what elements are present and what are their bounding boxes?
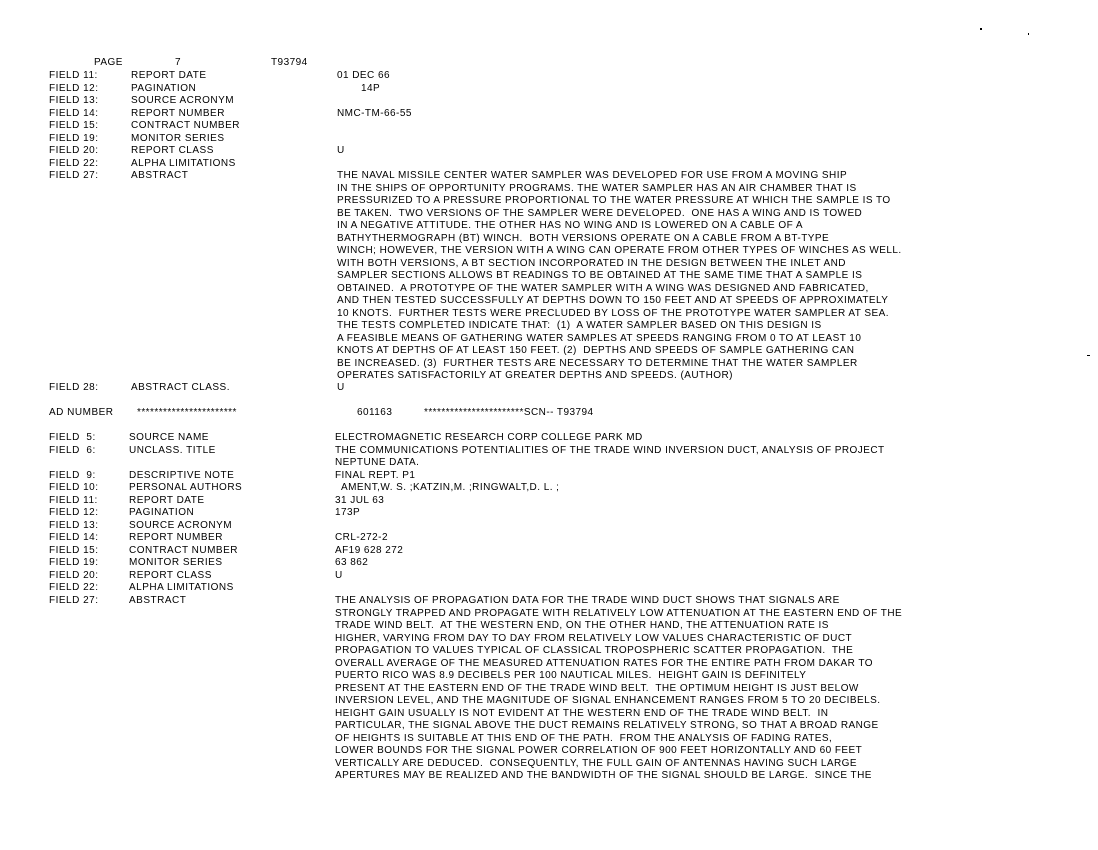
field-id: FIELD 10: [49,482,99,493]
field-value: 31 JUL 63 [335,494,385,506]
abstract-line: STRONGLY TRAPPED AND PROPAGATE WITH RELATIVELY LOW ATTENUATION AT THE EASTERN END OF THE [335,607,903,619]
field-id: FIELD 12: [49,507,99,518]
ad-number-label: AD NUMBER [49,407,114,418]
field-id: FIELD 22: [49,157,99,169]
abstract-line: IN A NEGATIVE ATTITUDE. THE OTHER HAS NO WING AND IS LOWERED ON A CABLE OF A [337,220,803,231]
field-id: FIELD 11: [49,494,98,506]
field-id: FIELD 19: [49,132,99,144]
field-name: ALPHA LIMITATIONS [131,157,236,169]
abstract-line: OVERALL AVERAGE OF THE MEASURED ATTENUATION RATES FOR THE ENTIRE PATH FROM DAKAR TO [335,657,873,669]
field-value: ELECTROMAGNETIC RESEARCH CORP COLLEGE PARK MD [335,432,643,443]
field-value: AMENT,W. S. ;KATZIN,M. ;RINGWALT,D. L. ; [341,482,560,493]
scan-speck [1087,355,1090,356]
field-id: FIELD 9: [49,469,96,481]
field-name: MONITOR SERIES [131,132,225,144]
field-value [337,158,412,171]
abstract-line: APERTURES MAY BE REALIZED AND THE BANDWIDTH OF THE SIGNAL SHOULD BE LARGE. SINCE THE [335,770,872,781]
abstract-line: AND THEN TESTED SUCCESSFULLY AT DEPTHS DOWN TO 150 FEET AND AT SPEEDS OF APPROXIMATELY [337,295,889,306]
field-name: SOURCE ACRONYM [131,95,235,106]
abstract-line: TRADE WIND BELT. AT THE WESTERN END, ON THE OTHER HAND, THE ATTENUATION RATE IS [335,620,829,631]
field-name: PERSONAL AUTHORS [129,482,243,493]
abstract-line: IN THE SHIPS OF OPPORTUNITY PROGRAMS. THE WATER SAMPLER HAS AN AIR CHAMBER THAT IS [337,182,857,194]
field-value: 01 DEC 66 [337,70,390,81]
abstract-line: OPERATES SATISFACTORILY AT GREATER DEPTHS AND SPEEDS. (AUTHOR) [337,370,733,381]
abstract-line: WINCH; HOWEVER, THE VERSION WITH A WING CAN OPERATE FROM OTHER TYPES OF WINCHES AS WELL. [337,245,902,256]
abstract-line: THE ANALYSIS OF PROPAGATION DATA FOR THE TRADE WIND DUCT SHOWS THAT SIGNALS ARE [335,595,840,606]
field-name: PAGINATION [131,82,197,94]
field-name: REPORT DATE [129,494,205,506]
ad-number-stars: *********************** [137,407,237,418]
field-id: FIELD 22: [49,582,99,593]
field-id: FIELD 11: [49,70,98,81]
field-value: U [335,569,343,581]
field-id: FIELD 14: [49,532,99,543]
field-value [337,120,412,133]
field-name: REPORT NUMBER [129,532,223,543]
record2-field-names [129,432,242,607]
field-value: CRL-272-2 [335,532,388,543]
abstract-line: KNOTS AT DEPTHS OF AT LEAST 150 FEET. (2) DEPTHS AND SPEEDS OF SAMPLE GATHERING CAN [337,345,855,356]
field-value: NEPTUNE DATA. [335,457,420,468]
field-id: FIELD 12: [49,82,99,94]
record1-field-ids [49,70,99,183]
ad-number-value: 601163 [357,407,393,418]
field-id: FIELD 20: [49,145,99,156]
field-name: REPORT DATE [131,70,207,81]
field-name: MONITOR SERIES [129,557,223,568]
field-value: 14P [361,82,381,94]
abstract-class-id: FIELD 28: [49,382,99,393]
page-label: PAGE [94,57,123,68]
scan-speck [1028,33,1029,35]
field-name: ABSTRACT [131,170,189,181]
record1-field-values [337,70,412,183]
field-value: AF19 628 272 [335,544,404,556]
field-name: DESCRIPTIVE NOTE [129,469,235,481]
abstract-line: THE TESTS COMPLETED INDICATE THAT: (1) A WATER SAMPLER BASED ON THIS DESIGN IS [337,320,822,331]
field-name: PAGINATION [129,507,195,518]
abstract-line: PROPAGATION TO VALUES TYPICAL OF CLASSICAL TROPOSPHERIC SCATTER PROPAGATION. THE [335,645,854,656]
abstract-line: OF HEIGHTS IS SUITABLE AT THIS END OF THE PATH. FROM THE ANALYSIS OF FADING RATES, [335,732,833,744]
field-name: SOURCE ACRONYM [129,519,233,531]
field-id: FIELD 13: [49,95,99,106]
field-value [337,133,412,146]
record1-field-names [131,70,240,183]
abstract-line: INVERSION LEVEL, AND THE MAGNITUDE OF SIGNAL ENHANCEMENT RANGES FROM 5 TO 20 DECIBELS. [335,695,881,706]
field-id: FIELD 27: [49,594,99,606]
field-value: U [337,145,345,156]
field-value: THE COMMUNICATIONS POTENTIALITIES OF THE TRADE WIND INVERSION DUCT, ANALYSIS OF PROJECT [335,444,885,456]
abstract-line: VERTICALLY ARE DEDUCED. CONSEQUENTLY, THE FULL GAIN OF ANTENNAS HAVING SUCH LARGE [335,757,858,769]
field-name: ALPHA LIMITATIONS [129,582,234,593]
abstract-class-label: ABSTRACT CLASS. [131,382,231,393]
field-value: FINAL REPT. P1 [335,469,416,481]
field-id [49,457,99,470]
field-id: FIELD 5: [49,432,96,443]
field-id: FIELD 14: [49,107,99,119]
field-name: REPORT NUMBER [131,107,225,119]
abstract-line: HEIGHT GAIN USUALLY IS NOT EVIDENT AT THE WESTERN END OF THE TRADE WIND BELT. IN [335,707,829,719]
field-name [129,457,242,470]
field-id: FIELD 15: [49,120,99,131]
ad-number-scn: ***********************SCN-- T93794 [424,407,594,418]
abstract-line: BE TAKEN. TWO VERSIONS OF THE SAMPLER WERE DEVELOPED. ONE HAS A WING AND IS TOWED [337,207,863,219]
field-name: CONTRACT NUMBER [131,120,240,131]
abstract-line: A FEASIBLE MEANS OF GATHERING WATER SAMPLES AT SPEEDS RANGING FROM 0 TO AT LEAST 10 [337,332,862,344]
field-value: 63 862 [335,557,369,568]
field-id: FIELD 15: [49,544,99,556]
record2-field-ids [49,432,99,607]
field-value: 173P [335,507,361,518]
field-id: FIELD 27: [49,170,99,181]
field-id: FIELD 13: [49,519,99,531]
field-id: FIELD 20: [49,569,99,581]
abstract-line: BATHYTHERMOGRAPH (BT) WINCH. BOTH VERSIONS OPERATE ON A CABLE FROM A BT-TYPE [337,232,830,244]
abstract-line: SAMPLER SECTIONS ALLOWS BT READINGS TO BE OBTAINED AT THE SAME TIME THAT A SAMPLE IS [337,270,863,281]
field-name: REPORT CLASS [131,145,214,156]
abstract-line: HIGHER, VARYING FROM DAY TO DAY FROM RELATIVELY LOW VALUES CHARACTERISTIC OF DUCT [335,632,853,644]
field-id: FIELD 19: [49,557,99,568]
field-id: FIELD 6: [49,444,96,456]
field-name: SOURCE NAME [129,432,209,443]
abstract-line: PARTICULAR, THE SIGNAL ABOVE THE DUCT REMAINS RELATIVELY STRONG, SO THAT A BROAD RANGE [335,720,879,731]
abstract-line: BE INCREASED. (3) FURTHER TESTS ARE NECESSARY TO DETERMINE THAT THE WATER SAMPLER [337,357,858,369]
record1-abstract [337,170,902,383]
abstract-line: LOWER BOUNDS FOR THE SIGNAL POWER CORRELATION OF 900 FEET HORIZONTALLY AND 60 FEET [335,745,863,756]
abstract-line: PRESSURIZED TO A PRESSURE PROPORTIONAL TO THE WATER PRESSURE AT WHICH THE SAMPLE IS TO [337,195,891,206]
abstract-line: PUERTO RICO WAS 8.9 DECIBELS PER 100 NAUTICAL MILES. HEIGHT GAIN IS DEFINITELY [335,670,807,681]
record2-abstract [335,595,902,783]
abstract-line: PRESENT AT THE EASTERN END OF THE TRADE WIND BELT. THE OPTIMUM HEIGHT IS JUST BELOW [335,682,859,694]
field-name: REPORT CLASS [129,569,212,581]
field-name: CONTRACT NUMBER [129,544,238,556]
field-value [335,582,885,595]
abstract-class-value: U [337,382,345,393]
scan-speck [980,28,982,30]
field-value [337,95,412,108]
document-id: T93794 [271,57,308,68]
field-name: UNCLASS. TITLE [129,444,216,456]
page-number: 7 [175,57,182,68]
abstract-line: OBTAINED. A PROTOTYPE OF THE WATER SAMPLER WITH A WING WAS DESIGNED AND FABRICATED, [337,282,869,294]
abstract-line: 10 KNOTS. FURTHER TESTS WERE PRECLUDED BY LOSS OF THE PROTOTYPE WATER SAMPLER AT SEA. [337,307,889,319]
field-name: ABSTRACT [129,594,187,606]
field-value: NMC-TM-66-55 [337,107,412,119]
abstract-line: THE NAVAL MISSILE CENTER WATER SAMPLER WAS DEVELOPED FOR USE FROM A MOVING SHIP [337,170,848,181]
abstract-line: WITH BOTH VERSIONS, A BT SECTION INCORPORATED IN THE DESIGN BETWEEN THE INLET AND [337,257,846,269]
field-value [335,520,885,533]
record2-field-values [335,432,885,607]
